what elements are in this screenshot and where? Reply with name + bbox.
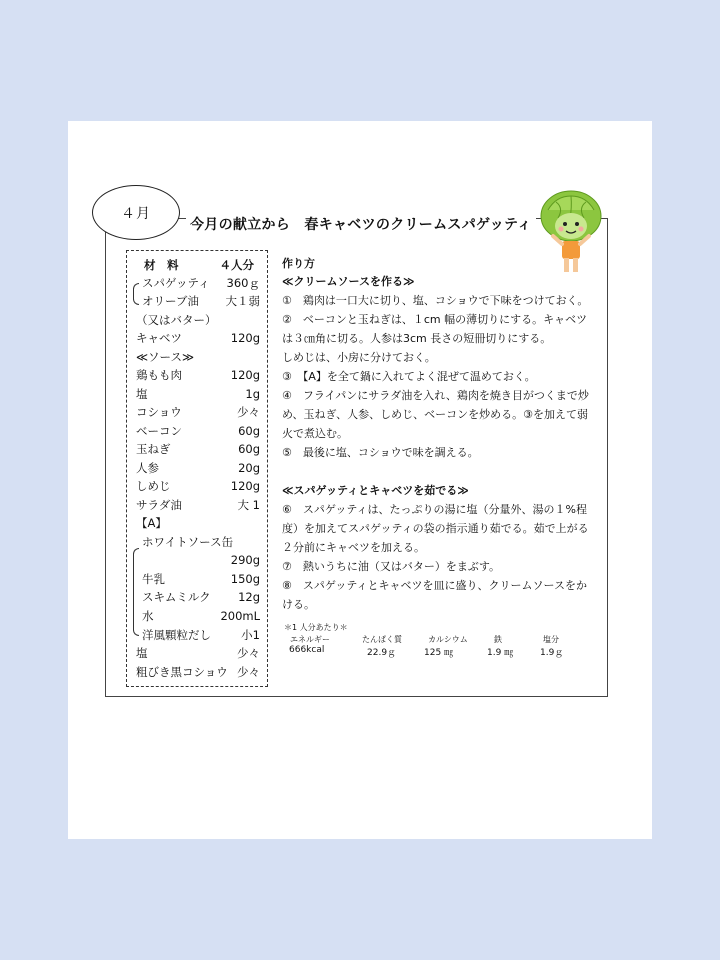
ingredient-name: 塩: [136, 646, 148, 660]
ingredient-row: [136, 644, 260, 662]
ingredient-name: ≪ソース≫: [136, 350, 195, 364]
ingredient-row: [136, 274, 260, 292]
method-line: め、玉ねぎ、人参、しめじ、ベーコンを炒める。③を加えて弱: [282, 408, 588, 421]
ingredient-name: スキムミルク: [142, 590, 211, 604]
ingredient-amount: 120g: [230, 331, 260, 345]
ingredient-row: [136, 663, 260, 681]
ingredient-amount: 少々: [237, 405, 260, 419]
recipe-title: 今月の献立から 春キャベツのクリームスパゲッティ: [186, 214, 536, 234]
nutrition-value: 22.9ｇ: [367, 648, 397, 658]
ingredient-row: [136, 329, 260, 347]
method-line: ① 鶏肉は一口大に切り、塩、コショウで下味をつけておく。: [282, 294, 589, 307]
nutrition-value: 1.9 ㎎: [487, 648, 514, 658]
ingredient-name: 洋風顆粒だし: [142, 628, 211, 642]
ingredient-name: （又はバター）: [136, 313, 217, 327]
ingredient-row: [136, 551, 260, 569]
method-line: しめじは、小房に分けておく。: [282, 351, 436, 364]
ingredient-amount: 20g: [238, 461, 260, 475]
ingredient-row: [136, 514, 260, 532]
ingredient-amount: 60g: [238, 442, 260, 456]
ingredient-name: しめじ: [136, 479, 171, 493]
ingredient-name: 粗びき黒コショウ: [136, 665, 228, 679]
ingredient-name: オリーブ油: [142, 294, 199, 308]
ingredient-name: コショウ: [136, 405, 182, 419]
ingredient-amount: 大 1: [237, 498, 260, 512]
ingredient-amount: 200mL: [220, 609, 260, 623]
ingredient-name: サラダ油: [136, 498, 182, 512]
ingredient-name: 塩: [136, 387, 148, 401]
method-line: ⑤ 最後に塩、コショウで味を調える。: [282, 446, 479, 459]
nutrition-value: 125 ㎎: [424, 648, 454, 658]
ingredient-amount: 290g: [230, 553, 260, 567]
ingredients-header-name: 材 料: [144, 258, 179, 272]
ingredient-amount: 120g: [230, 479, 260, 493]
method-line: ⑧ スパゲッティとキャベツを皿に盛り、クリームソースをか: [282, 579, 587, 592]
ingredient-row: [136, 440, 260, 458]
method-section-heading: ≪スパゲッティとキャベツを茹でる≫: [282, 484, 469, 497]
ingredients-header: [136, 256, 260, 274]
ingredient-amount: 60g: [238, 424, 260, 438]
method-line: 度）を加えてスパゲッティの袋の指示通り茹でる。茹で上がる: [282, 522, 589, 535]
method-line: ２分前にキャベツを加える。: [282, 541, 425, 554]
ingredient-name: 人参: [136, 461, 159, 475]
method-line: ⑥ スパゲッティは、たっぷりの湯に塩（分量外、湯の１%程: [282, 503, 587, 516]
method-line: ける。: [282, 598, 315, 611]
ingredient-name: ベーコン: [136, 424, 182, 438]
method-section-heading: ≪クリームソースを作る≫: [282, 275, 415, 288]
ingredient-row: [136, 477, 260, 495]
ingredient-amount: 120g: [230, 368, 260, 382]
nutrition-label: たんぱく質: [362, 635, 402, 644]
ingredient-row: [136, 292, 260, 310]
nutrition-note: ＊1 人分あたり＊: [284, 623, 348, 632]
ingredient-amount: 大１弱: [225, 294, 260, 308]
nutrition-label: カルシウム: [428, 635, 468, 644]
nutrition-value: 1.9ｇ: [540, 648, 564, 658]
ingredient-name: ホワイトソース缶: [142, 535, 234, 549]
ingredient-row: [136, 348, 260, 366]
month-label: ４月: [121, 205, 151, 222]
ingredients-header-amount: ４人分: [219, 258, 254, 272]
ingredient-row: [136, 422, 260, 440]
ingredient-row: [136, 385, 260, 403]
method-line: ⑦ 熱いうちに油（又はバター）をまぶす。: [282, 560, 500, 573]
ingredient-amount: 少々: [237, 665, 260, 679]
method-line: ② ベーコンと玉ねぎは、１cm 幅の薄切りにする。キャベツ: [282, 313, 588, 326]
ingredient-row: [136, 403, 260, 421]
ingredient-amount: 150g: [230, 572, 260, 586]
month-badge: [92, 185, 180, 240]
nutrition-value: 666kcal: [289, 645, 325, 655]
nutrition-label: 塩分: [543, 635, 559, 644]
ingredient-row: [136, 626, 260, 644]
ingredient-row: [136, 459, 260, 477]
ingredient-name: 【A】: [136, 516, 167, 530]
ingredient-row: [136, 533, 260, 551]
ingredient-row: [136, 607, 260, 625]
ingredient-name: 鶏もも肉: [136, 368, 182, 382]
nutrition-label: エネルギー: [290, 635, 330, 644]
nutrition-label: 鉄: [494, 635, 502, 644]
ingredient-name: 牛乳: [142, 572, 165, 586]
method-line: 火で煮込む。: [282, 427, 348, 440]
ingredient-amount: 12g: [238, 590, 260, 604]
ingredient-amount: 1g: [245, 387, 260, 401]
method-line: ④ フライパンにサラダ油を入れ、鶏肉を焼き目がつくまで炒: [282, 389, 589, 402]
method-heading: 作り方: [282, 257, 315, 270]
ingredient-row: [136, 588, 260, 606]
ingredient-row: [136, 311, 260, 329]
ingredient-name: スパゲッティ: [142, 276, 210, 290]
ingredient-amount: 360ｇ: [226, 276, 260, 290]
ingredient-row: [136, 496, 260, 514]
ingredient-row: [136, 366, 260, 384]
ingredient-row: [136, 570, 260, 588]
ingredient-name: キャベツ: [136, 331, 182, 345]
ingredient-name: 水: [142, 609, 154, 623]
ingredient-amount: 小1: [241, 628, 260, 642]
method-line: は３㎝角に切る。人参は3cm 長さの短冊切りにする。: [282, 332, 552, 345]
ingredient-name: 玉ねぎ: [136, 442, 171, 456]
method-line: ③ 【A】を全て鍋に入れてよく混ぜて温めておく。: [282, 370, 536, 383]
ingredient-amount: 少々: [237, 646, 260, 660]
